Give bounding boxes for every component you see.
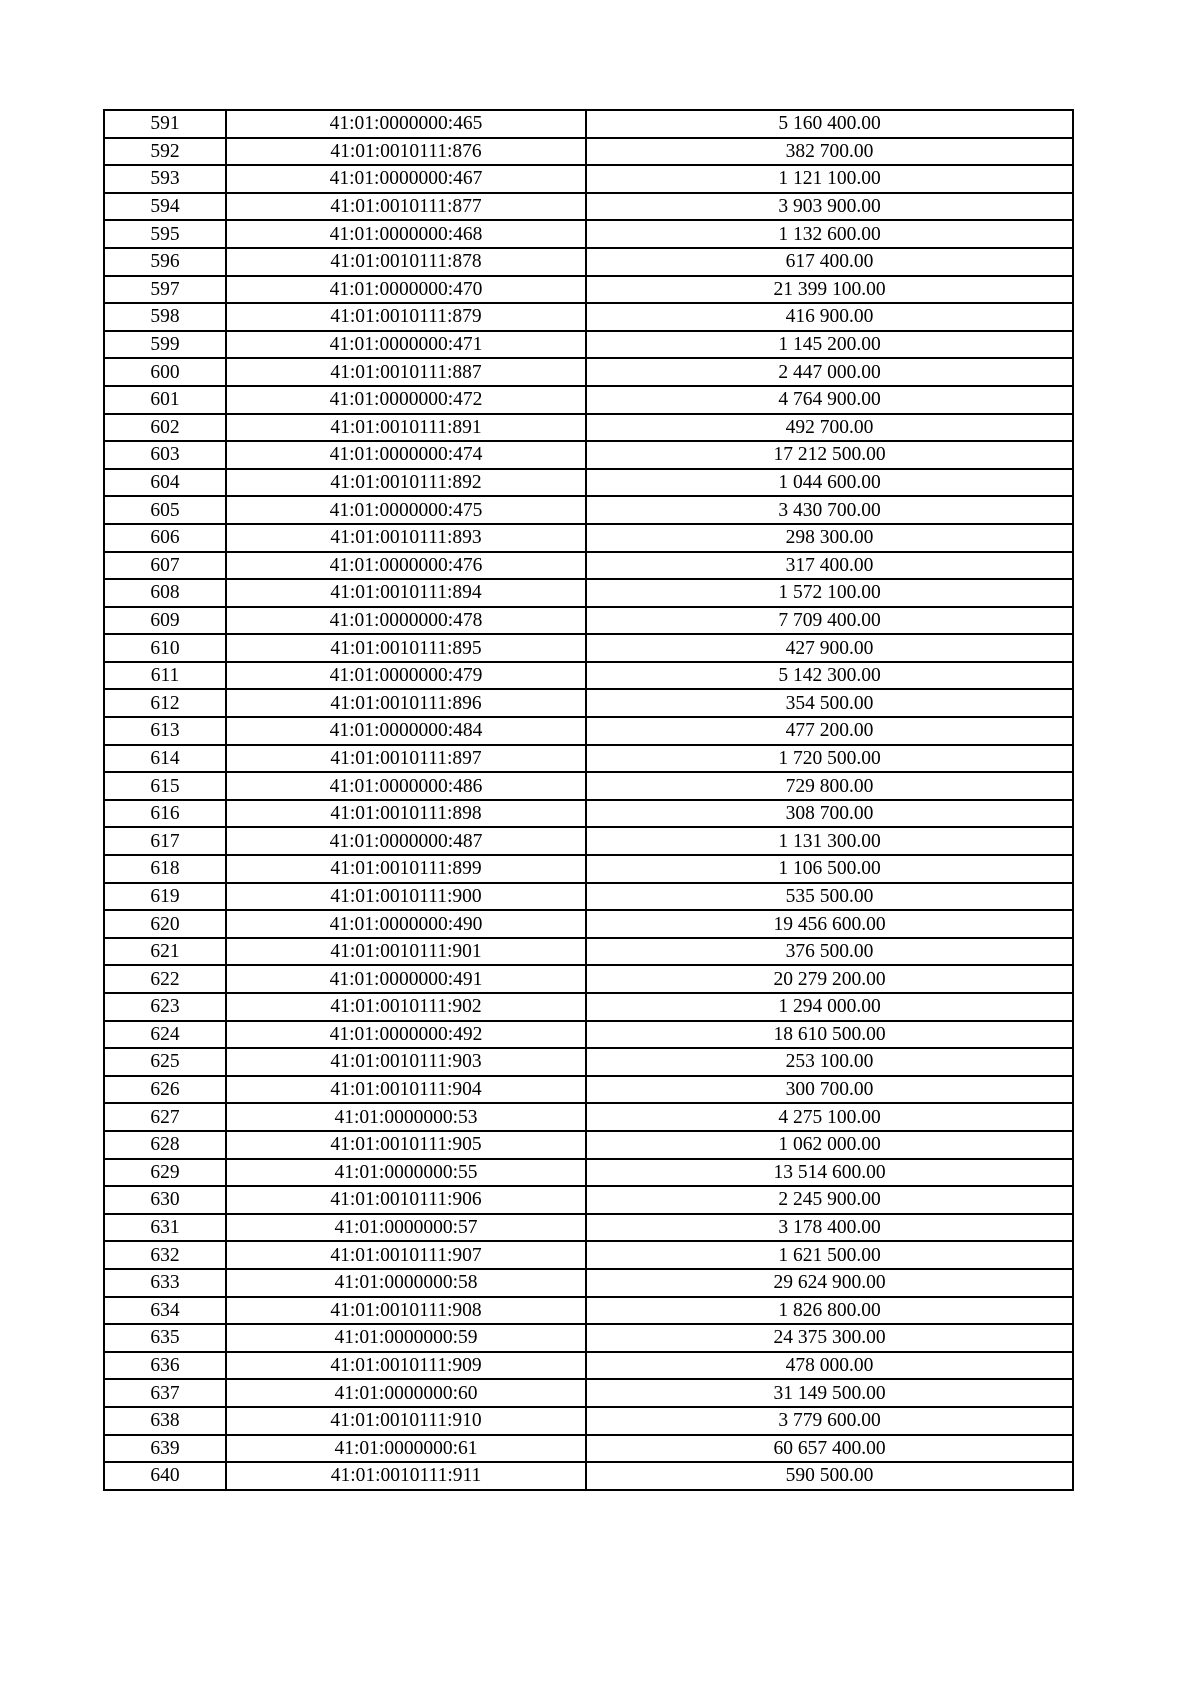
row-number-cell: 611 xyxy=(104,662,226,690)
cadastral-value-cell: 20 279 200.00 xyxy=(586,965,1073,993)
row-number-cell: 617 xyxy=(104,827,226,855)
row-number-cell: 607 xyxy=(104,552,226,580)
cadastral-number-cell: 41:01:0000000:490 xyxy=(226,910,586,938)
cadastral-number-cell: 41:01:0010111:903 xyxy=(226,1048,586,1076)
table-row xyxy=(104,1379,1073,1407)
cadastral-number-cell: 41:01:0010111:877 xyxy=(226,193,586,221)
table-row xyxy=(104,827,1073,855)
row-number-cell: 623 xyxy=(104,993,226,1021)
row-number-cell: 598 xyxy=(104,303,226,331)
cadastral-value-cell: 1 826 800.00 xyxy=(586,1297,1073,1325)
row-number-cell: 620 xyxy=(104,910,226,938)
row-number-cell: 606 xyxy=(104,524,226,552)
table-row xyxy=(104,303,1073,331)
table-row xyxy=(104,331,1073,359)
row-number-cell: 591 xyxy=(104,110,226,138)
cadastral-value-cell: 298 300.00 xyxy=(586,524,1073,552)
row-number-cell: 635 xyxy=(104,1324,226,1352)
table-row xyxy=(104,1324,1073,1352)
row-number-cell: 633 xyxy=(104,1269,226,1297)
table-row xyxy=(104,717,1073,745)
table-row xyxy=(104,1241,1073,1269)
cadastral-value-cell: 535 500.00 xyxy=(586,883,1073,911)
row-number-cell: 626 xyxy=(104,1076,226,1104)
table-row xyxy=(104,1021,1073,1049)
table-row xyxy=(104,1407,1073,1435)
table-row xyxy=(104,220,1073,248)
cadastral-number-cell: 41:01:0000000:55 xyxy=(226,1159,586,1187)
cadastral-number-cell: 41:01:0000000:470 xyxy=(226,276,586,304)
cadastral-value-cell: 1 044 600.00 xyxy=(586,469,1073,497)
cadastral-number-cell: 41:01:0010111:894 xyxy=(226,579,586,607)
cadastral-number-cell: 41:01:0010111:892 xyxy=(226,469,586,497)
cadastral-value-cell: 2 245 900.00 xyxy=(586,1186,1073,1214)
row-number-cell: 602 xyxy=(104,414,226,442)
cadastral-value-cell: 2 447 000.00 xyxy=(586,358,1073,386)
cadastral-number-cell: 41:01:0000000:484 xyxy=(226,717,586,745)
cadastral-value-cell: 1 145 200.00 xyxy=(586,331,1073,359)
cadastral-value-cell: 317 400.00 xyxy=(586,552,1073,580)
table-row xyxy=(104,938,1073,966)
table-row xyxy=(104,524,1073,552)
cadastral-number-cell: 41:01:0000000:57 xyxy=(226,1214,586,1242)
row-number-cell: 600 xyxy=(104,358,226,386)
row-number-cell: 614 xyxy=(104,745,226,773)
table-body xyxy=(104,110,1073,1490)
row-number-cell: 595 xyxy=(104,220,226,248)
cadastral-value-cell: 29 624 900.00 xyxy=(586,1269,1073,1297)
cadastral-number-cell: 41:01:0000000:475 xyxy=(226,496,586,524)
cadastral-number-cell: 41:01:0000000:479 xyxy=(226,662,586,690)
table-row xyxy=(104,552,1073,580)
cadastral-value-cell: 376 500.00 xyxy=(586,938,1073,966)
cadastral-number-cell: 41:01:0010111:900 xyxy=(226,883,586,911)
table-row xyxy=(104,1048,1073,1076)
cadastral-value-cell: 253 100.00 xyxy=(586,1048,1073,1076)
cadastral-value-cell: 5 160 400.00 xyxy=(586,110,1073,138)
row-number-cell: 639 xyxy=(104,1435,226,1463)
row-number-cell: 632 xyxy=(104,1241,226,1269)
cadastral-value-cell: 427 900.00 xyxy=(586,634,1073,662)
cadastral-number-cell: 41:01:0010111:896 xyxy=(226,689,586,717)
cadastral-number-cell: 41:01:0010111:904 xyxy=(226,1076,586,1104)
row-number-cell: 631 xyxy=(104,1214,226,1242)
table-row xyxy=(104,772,1073,800)
cadastral-number-cell: 41:01:0000000:471 xyxy=(226,331,586,359)
row-number-cell: 593 xyxy=(104,165,226,193)
cadastral-value-cell: 3 779 600.00 xyxy=(586,1407,1073,1435)
row-number-cell: 610 xyxy=(104,634,226,662)
cadastral-value-cell: 18 610 500.00 xyxy=(586,1021,1073,1049)
table-row xyxy=(104,248,1073,276)
table-row xyxy=(104,855,1073,883)
cadastral-number-cell: 41:01:0010111:895 xyxy=(226,634,586,662)
table-row xyxy=(104,1297,1073,1325)
cadastral-value-cell: 590 500.00 xyxy=(586,1462,1073,1490)
cadastral-number-cell: 41:01:0010111:879 xyxy=(226,303,586,331)
table-row xyxy=(104,165,1073,193)
table-row xyxy=(104,441,1073,469)
row-number-cell: 612 xyxy=(104,689,226,717)
cadastral-value-cell: 17 212 500.00 xyxy=(586,441,1073,469)
cadastral-value-cell: 5 142 300.00 xyxy=(586,662,1073,690)
row-number-cell: 640 xyxy=(104,1462,226,1490)
cadastral-value-cell: 1 720 500.00 xyxy=(586,745,1073,773)
cadastral-value-cell: 7 709 400.00 xyxy=(586,607,1073,635)
cadastral-value-cell: 729 800.00 xyxy=(586,772,1073,800)
row-number-cell: 599 xyxy=(104,331,226,359)
table-row xyxy=(104,193,1073,221)
cadastral-number-cell: 41:01:0000000:474 xyxy=(226,441,586,469)
cadastral-number-cell: 41:01:0010111:907 xyxy=(226,1241,586,1269)
table-row xyxy=(104,800,1073,828)
table-row xyxy=(104,1103,1073,1131)
table-row xyxy=(104,1186,1073,1214)
cadastral-value-cell: 1 621 500.00 xyxy=(586,1241,1073,1269)
row-number-cell: 628 xyxy=(104,1131,226,1159)
table-row xyxy=(104,1269,1073,1297)
cadastral-number-cell: 41:01:0010111:887 xyxy=(226,358,586,386)
cadastral-value-cell: 3 178 400.00 xyxy=(586,1214,1073,1242)
row-number-cell: 629 xyxy=(104,1159,226,1187)
row-number-cell: 634 xyxy=(104,1297,226,1325)
table-row xyxy=(104,276,1073,304)
cadastral-value-cell: 4 764 900.00 xyxy=(586,386,1073,414)
row-number-cell: 596 xyxy=(104,248,226,276)
row-number-cell: 603 xyxy=(104,441,226,469)
cadastral-number-cell: 41:01:0000000:476 xyxy=(226,552,586,580)
table-row xyxy=(104,965,1073,993)
cadastral-number-cell: 41:01:0010111:910 xyxy=(226,1407,586,1435)
table-row xyxy=(104,1352,1073,1380)
row-number-cell: 627 xyxy=(104,1103,226,1131)
cadastral-value-cell: 24 375 300.00 xyxy=(586,1324,1073,1352)
cadastral-value-cell: 3 903 900.00 xyxy=(586,193,1073,221)
cadastral-value-cell: 477 200.00 xyxy=(586,717,1073,745)
row-number-cell: 637 xyxy=(104,1379,226,1407)
cadastral-value-cell: 308 700.00 xyxy=(586,800,1073,828)
cadastral-number-cell: 41:01:0000000:467 xyxy=(226,165,586,193)
cadastral-number-cell: 41:01:0010111:901 xyxy=(226,938,586,966)
cadastral-number-cell: 41:01:0000000:492 xyxy=(226,1021,586,1049)
table-row xyxy=(104,1435,1073,1463)
cadastral-number-cell: 41:01:0000000:58 xyxy=(226,1269,586,1297)
cadastral-value-cell: 1 121 100.00 xyxy=(586,165,1073,193)
row-number-cell: 605 xyxy=(104,496,226,524)
table-row xyxy=(104,1159,1073,1187)
cadastral-value-cell: 21 399 100.00 xyxy=(586,276,1073,304)
row-number-cell: 615 xyxy=(104,772,226,800)
cadastral-number-cell: 41:01:0000000:59 xyxy=(226,1324,586,1352)
table-row xyxy=(104,579,1073,607)
cadastral-number-cell: 41:01:0010111:902 xyxy=(226,993,586,1021)
cadastral-number-cell: 41:01:0000000:465 xyxy=(226,110,586,138)
cadastral-value-cell: 492 700.00 xyxy=(586,414,1073,442)
cadastral-value-cell: 354 500.00 xyxy=(586,689,1073,717)
row-number-cell: 638 xyxy=(104,1407,226,1435)
cadastral-number-cell: 41:01:0010111:911 xyxy=(226,1462,586,1490)
cadastral-number-cell: 41:01:0010111:891 xyxy=(226,414,586,442)
cadastral-value-cell: 1 131 300.00 xyxy=(586,827,1073,855)
row-number-cell: 601 xyxy=(104,386,226,414)
cadastral-number-cell: 41:01:0010111:908 xyxy=(226,1297,586,1325)
cadastral-number-cell: 41:01:0000000:486 xyxy=(226,772,586,800)
cadastral-value-cell: 60 657 400.00 xyxy=(586,1435,1073,1463)
table-row xyxy=(104,358,1073,386)
cadastral-value-cell: 617 400.00 xyxy=(586,248,1073,276)
cadastral-number-cell: 41:01:0000000:487 xyxy=(226,827,586,855)
row-number-cell: 608 xyxy=(104,579,226,607)
cadastral-value-cell: 19 456 600.00 xyxy=(586,910,1073,938)
table-row xyxy=(104,689,1073,717)
cadastral-value-cell: 416 900.00 xyxy=(586,303,1073,331)
table-row xyxy=(104,386,1073,414)
cadastral-number-cell: 41:01:0000000:60 xyxy=(226,1379,586,1407)
table-row xyxy=(104,745,1073,773)
row-number-cell: 618 xyxy=(104,855,226,883)
cadastral-number-cell: 41:01:0010111:878 xyxy=(226,248,586,276)
row-number-cell: 604 xyxy=(104,469,226,497)
row-number-cell: 597 xyxy=(104,276,226,304)
row-number-cell: 592 xyxy=(104,138,226,166)
table-row xyxy=(104,110,1073,138)
cadastral-value-cell: 13 514 600.00 xyxy=(586,1159,1073,1187)
row-number-cell: 621 xyxy=(104,938,226,966)
row-number-cell: 636 xyxy=(104,1352,226,1380)
cadastral-value-cell: 4 275 100.00 xyxy=(586,1103,1073,1131)
table-row xyxy=(104,414,1073,442)
table-row xyxy=(104,910,1073,938)
cadastral-value-cell: 382 700.00 xyxy=(586,138,1073,166)
cadastral-number-cell: 41:01:0000000:53 xyxy=(226,1103,586,1131)
row-number-cell: 624 xyxy=(104,1021,226,1049)
table-row xyxy=(104,1214,1073,1242)
table-row xyxy=(104,1076,1073,1104)
table-row xyxy=(104,883,1073,911)
cadastral-value-cell: 31 149 500.00 xyxy=(586,1379,1073,1407)
cadastral-value-cell: 1 572 100.00 xyxy=(586,579,1073,607)
row-number-cell: 613 xyxy=(104,717,226,745)
row-number-cell: 622 xyxy=(104,965,226,993)
cadastral-number-cell: 41:01:0000000:472 xyxy=(226,386,586,414)
cadastral-number-cell: 41:01:0010111:905 xyxy=(226,1131,586,1159)
table-row xyxy=(104,469,1073,497)
cadastral-value-cell: 1 132 600.00 xyxy=(586,220,1073,248)
table-row xyxy=(104,993,1073,1021)
cadastral-value-cell: 300 700.00 xyxy=(586,1076,1073,1104)
table-row xyxy=(104,1131,1073,1159)
cadastral-number-cell: 41:01:0010111:897 xyxy=(226,745,586,773)
cadastral-number-cell: 41:01:0000000:478 xyxy=(226,607,586,635)
row-number-cell: 619 xyxy=(104,883,226,911)
cadastral-number-cell: 41:01:0000000:491 xyxy=(226,965,586,993)
table-row xyxy=(104,634,1073,662)
cadastral-number-cell: 41:01:0000000:468 xyxy=(226,220,586,248)
cadastral-value-cell: 1 062 000.00 xyxy=(586,1131,1073,1159)
table-row xyxy=(104,138,1073,166)
row-number-cell: 594 xyxy=(104,193,226,221)
cadastral-number-cell: 41:01:0010111:893 xyxy=(226,524,586,552)
cadastral-value-table xyxy=(103,109,1074,1491)
row-number-cell: 616 xyxy=(104,800,226,828)
table-row xyxy=(104,1462,1073,1490)
table-row xyxy=(104,496,1073,524)
cadastral-number-cell: 41:01:0010111:899 xyxy=(226,855,586,883)
row-number-cell: 609 xyxy=(104,607,226,635)
cadastral-number-cell: 41:01:0000000:61 xyxy=(226,1435,586,1463)
cadastral-number-cell: 41:01:0010111:898 xyxy=(226,800,586,828)
cadastral-number-cell: 41:01:0010111:876 xyxy=(226,138,586,166)
row-number-cell: 625 xyxy=(104,1048,226,1076)
table-row xyxy=(104,662,1073,690)
cadastral-value-cell: 478 000.00 xyxy=(586,1352,1073,1380)
cadastral-number-cell: 41:01:0010111:909 xyxy=(226,1352,586,1380)
cadastral-value-cell: 3 430 700.00 xyxy=(586,496,1073,524)
table-row xyxy=(104,607,1073,635)
cadastral-number-cell: 41:01:0010111:906 xyxy=(226,1186,586,1214)
row-number-cell: 630 xyxy=(104,1186,226,1214)
cadastral-value-cell: 1 294 000.00 xyxy=(586,993,1073,1021)
cadastral-value-cell: 1 106 500.00 xyxy=(586,855,1073,883)
